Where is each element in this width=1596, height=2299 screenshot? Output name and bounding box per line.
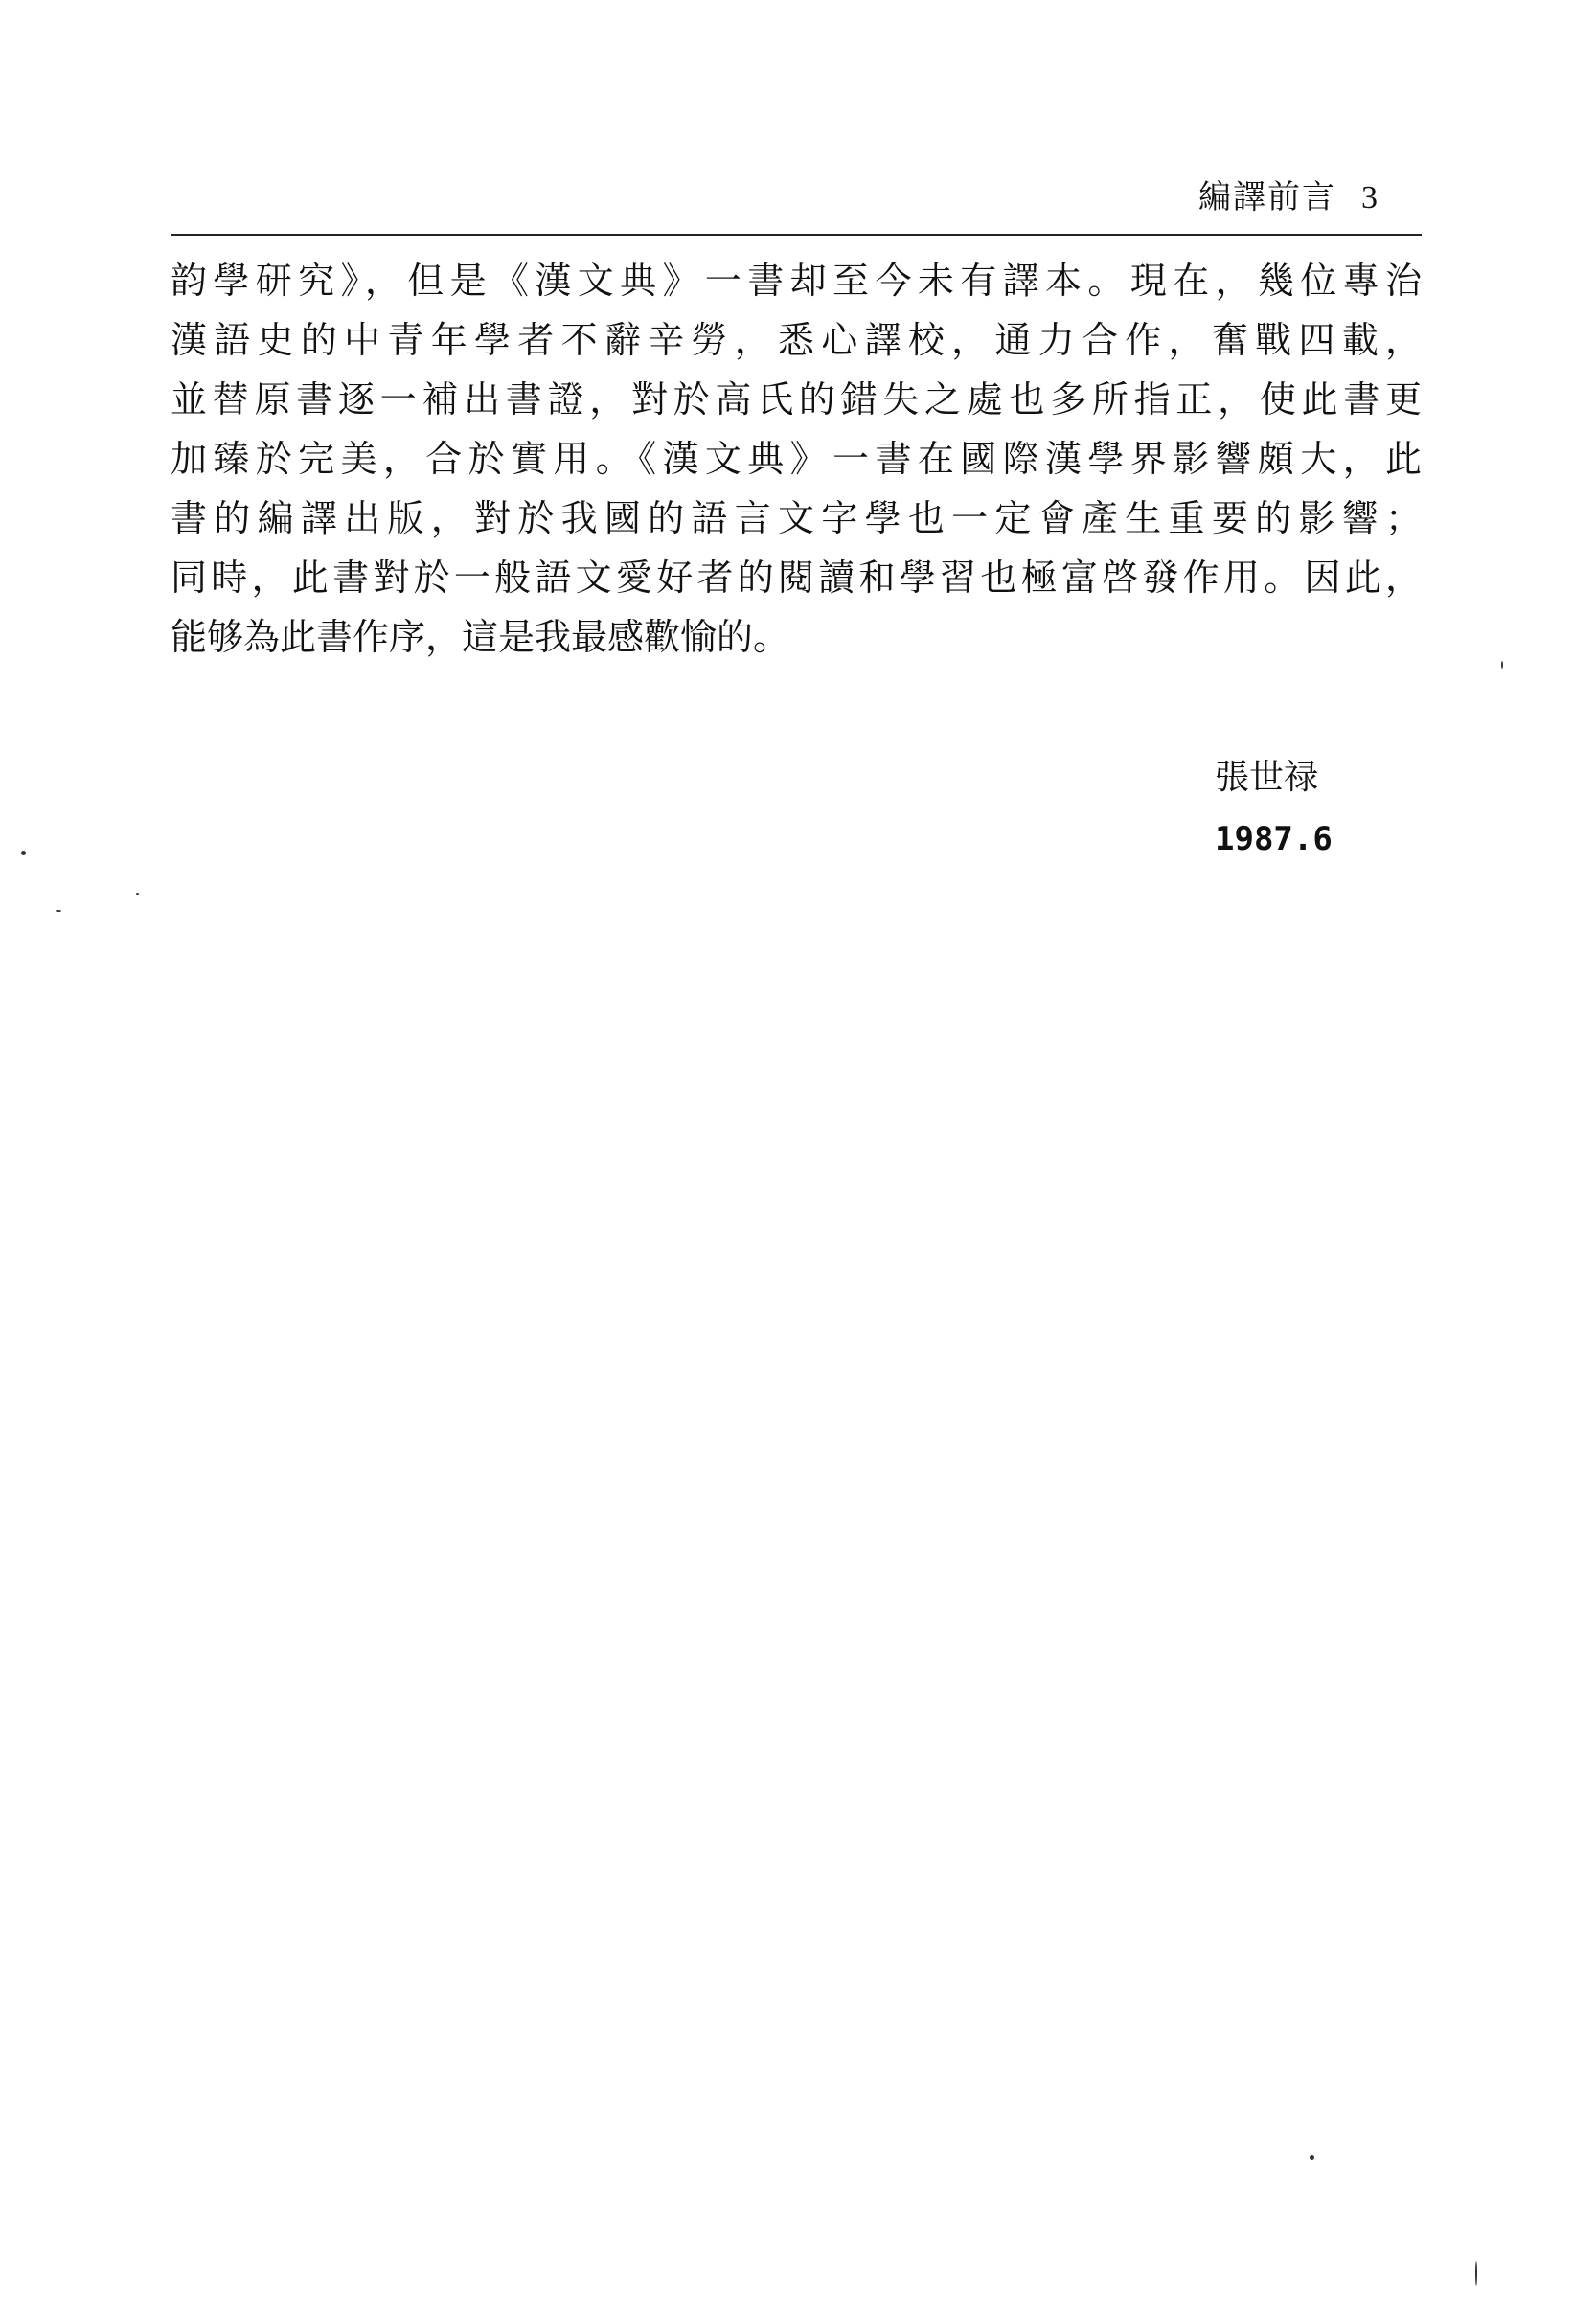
text-line: 漢語史的中青年學者不辭辛勞，悉心譯校，通力合作，奮戰四載，: [171, 319, 1422, 361]
running-header: [1198, 171, 1379, 217]
section-title: 編譯前言: [1198, 178, 1336, 216]
header-rule: [171, 234, 1422, 236]
signature-block: [1215, 747, 1333, 870]
text-line: 並替原書逐一補出書證，對於高氏的錯失之處也多所指正，使此書更: [171, 378, 1422, 421]
text-line: 能够為此書作序，這是我最感歡愉的。: [171, 616, 790, 658]
body-paragraph: [171, 251, 1422, 667]
signature-name: 張世禄: [1215, 758, 1319, 797]
scan-speck: [1475, 2261, 1477, 2286]
page-number: 3: [1361, 180, 1379, 216]
signature-date: 1987.6: [1215, 820, 1333, 858]
scan-speck: [1310, 2155, 1314, 2160]
scan-speck: [21, 851, 26, 855]
text-line: 韵學研究》，但是《漢文典》一書却至今未有譯本。現在，幾位專治: [171, 260, 1422, 302]
scan-speck: [56, 910, 61, 912]
scan-speck: [1501, 661, 1503, 669]
text-line: 書的編譯出版，對於我國的語言文字學也一定會產生重要的影響；: [171, 497, 1422, 539]
text-line: 同時，此書對於一般語文愛好者的閱讀和學習也極富啓發作用。因此，: [171, 557, 1422, 599]
scan-speck: [136, 893, 139, 895]
text-line: 加臻於完美，合於實用。《漢文典》一書在國際漢學界影響頗大，此: [171, 438, 1422, 480]
